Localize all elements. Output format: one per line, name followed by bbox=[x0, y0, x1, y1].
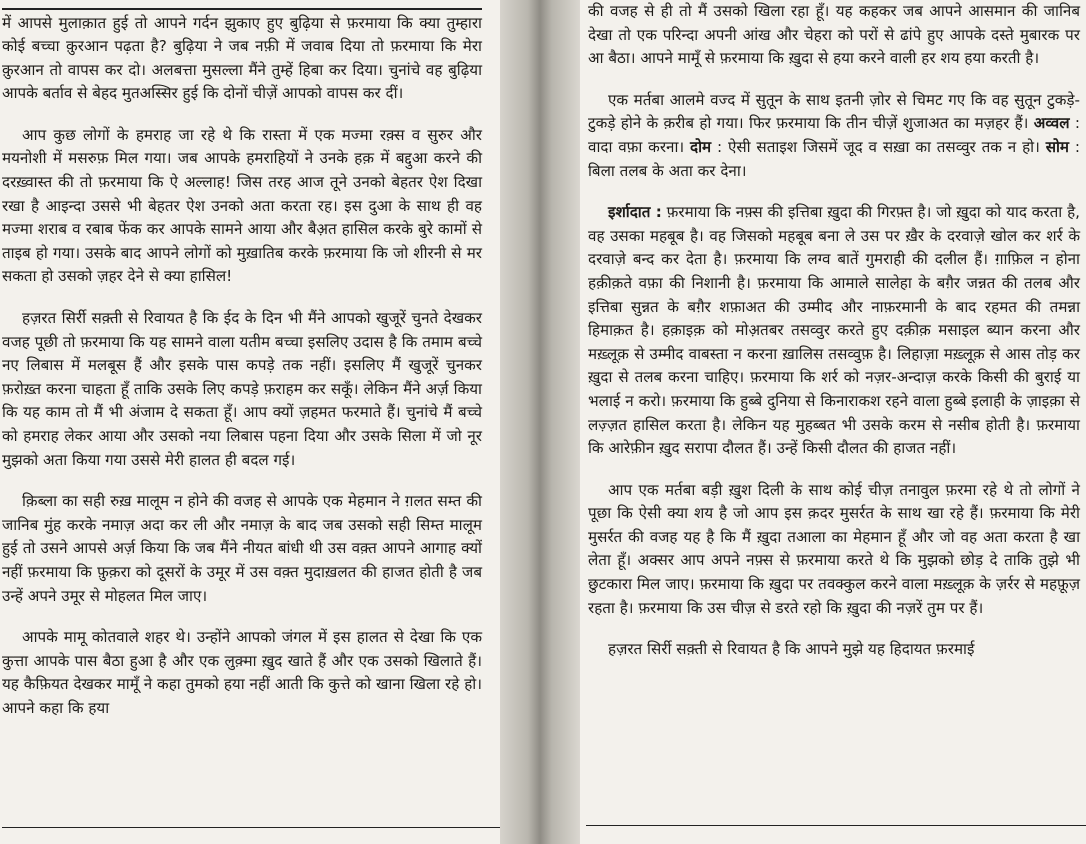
bottom-rule bbox=[2, 827, 500, 829]
book-gutter bbox=[500, 0, 580, 844]
paragraph: हज़रत सिर्री सक़्ती से रिवायत है कि आपने मुझे यह हिदायत फ़रमाई bbox=[608, 640, 975, 659]
paragraph: हज़रत सिर्री सक़्ती से रिवायत है कि ईद के दिन भी मैंने आपको खुजूरें चुनते देखकर वजह पूछी तो फ़रमाया कि यह सामने वाला यतीम बच्चा इसलिए उदास है कि तमाम बच्चे नए लिबास में मलबूस हैं और इसके पास कपड़े तक नहीं। इसलिए मैं खुजूरें चुनकर फ़रोख़्त करना चाहता हूँ ताकि उसके लिए कपड़े फ़राहम कर सकूँ। लेकिन मैंने अर्ज़ किया कि यह काम तो मैं भी अंजाम दे सकता हूँ। आप क्यों ज़हमत फरमाते हैं। चुनांचे मैं बच्चे को हमराह लेकर आया और उसको नया लिबास पहना दिया और उसके सिला में जो नूर मुझको अता किया गया उससे मेरी हालत ही बदल गई। bbox=[2, 309, 482, 469]
left-page bbox=[0, 0, 500, 844]
bold-term: अव्वल bbox=[1033, 114, 1070, 133]
paragraph: आप कुछ लोगों के हमराह जा रहे थे कि रास्ता में एक मज्मा रक़्स व सुरुर और मयनोशी में मसरुफ़ मिल गया। जब आपके हमराहियों ने उनके हक़ में बद्दुआ करने की दरख़्वास्त की तो फ़रमाया कि ऐ अल्लाह! जिस तरह आज तूने उनको बेहतर ऐश दिखा रखा है आइन्दा उससे भी बेहतर ऐश उनको अता करता रह। इस दुआ के साथ ही वह मज्मा शराब व रबाब फेंक कर आपके सामने आया और बैअ़त हासिल करके बुरे कामों से ताइब हो गया। उसके बाद आपने लोगों को मुख़ातिब करके फ़रमाया कि जो शीरनी से मर सकता हो उसको ज़हर देने से क्या हासिल! bbox=[2, 125, 482, 286]
top-rule bbox=[2, 8, 482, 10]
section-heading: इर्शादात : bbox=[608, 203, 662, 222]
bold-term: सोम bbox=[1045, 137, 1070, 156]
paragraph: आप एक मर्तबा बड़ी ख़ुश दिली के साथ कोई चीज़ तनावुल फ़रमा रहे थे तो लोगों ने पूछा कि ऐसी क्या शय है जो आप इस क़दर मुसर्रत के साथ खा रहे हैं। फ़रमाया कि मेरी मुसर्रत की वजह यह है कि मैं ख़ुदा तआला का मेहमान हूँ और जो वह अता करता है खा लेता हूँ। अक्सर आप अपने नफ़्स से फ़रमाया करते थे कि मुझको छोड़ दे ताकि तुझे भी छुटकारा मिल जाए। फ़रमाया कि ख़ुदा पर तवक्कुल करने वाला मख़्लूक़ के ज़र्रर से महफ़ूज़ रहता है। फ़रमाया कि उस चीज़ से डरते रहो कि ख़ुदा की नज़रें तुम पर हैं। bbox=[588, 480, 1080, 617]
paragraph: इर्शादात : फ़रमाया कि नफ़्स की इत्तिबा ख़ुदा की गिरफ़्त है। जो ख़ुदा को याद करता है, वह उसका महबूब है। वह जिसको महबूब बना ले उस पर ख़ैर के दरवाज़े खोल कर शर्र के दरवाज़े बन्द कर देता है। फ़रमाया कि लग्व बातें गुमराही की दलील हैं। ग़ाफ़िल न होना हक़ीक़ते वफ़ा की निशानी है। फ़रमाया कि आमाले सालेहा के बग़ैर जन्नत की तलब और इत्तिबा सुन्नत के बग़ैर शफ़ाअत की उम्मीद और नाफ़रमानी के बाद रहमत की तमन्ना हिमाक़त है। हक़ाइक़ को मोअ़तबर तसव्वुर करते हुए दक़ीक़ मसाइल ब्यान करना और मख़्लूक़ से उम्मीद वाबस्ता न करना ख़ालिस तसव्वुफ़ है। लिहाज़ा मख़्लूक़ से आस तोड़ कर ख़ुदा से तलब करना चाहिए। फ़रमाया कि शर्र को नज़र-अन्दाज़ करके किसी की बुराई या भलाई न करो। फ़रमाया कि हुब्बे दुनिया से किनाराकश रहने वाला हुब्बे इलाही के ज़ाइक़ा से लज़्ज़त हासिल करता है। लेकिन यह मुहब्बत भी उसके करम से नसीब होती है। फ़रमाया कि आरेफ़ीन ख़ुद सरापा दौलत हैं। उन्हें किसी दौलत की हाजत नहीं। bbox=[588, 203, 1081, 458]
bottom-rule bbox=[586, 825, 1086, 827]
bold-term: दोम bbox=[690, 137, 712, 156]
paragraph: क़िब्ला का सही रुख़ मालूम न होने की वजह से आपके एक मेहमान ने ग़लत सम्त की जानिब मुंह करके नमाज़ अदा कर ली और नमाज़ के बाद जब उसको सही सिम्त मालूम हुई तो उसने आपसे अर्ज़ किया कि जब मैंने नीयत बांधी थी उस वक़्त आपने आगाह क्यों नहीं फ़रमाया कि फ़ुक़रा को दूसरों के उमूर में उस वक़्त मुदाख़लत की हाजत होती है जब उन्हें अपने उमूर से मोहलत मिल जाए। bbox=[2, 492, 482, 605]
paragraph: एक मर्तबा आलमे वज्द में सुतून के साथ इतनी ज़ोर से चिमट गए कि वह सुतून टुकड़े-टुकड़े होने के क़रीब हो गया। फिर फ़रमाया कि तीन चीज़ें शुजाअत का मज़हर हैं। अव्वल : वादा वफ़ा करना। दोम : ऐसी सताइश जिसमें जूद व सख़ा का तसव्वुर तक न हो। सोम : बिला तलब के अता कर देना। bbox=[588, 90, 1081, 180]
paragraph: की वजह से ही तो मैं उसको खिला रहा हूँ। यह कहकर जब आपने आसमान की जानिब देखा तो एक परिन्दा अपनी आंख और चेहरा को परों से ढांपे हुए आपके दस्ते मुबारक पर आ बैठा। आपने मामूँ से फ़रमाया कि ख़ुदा से हया करने वाली हर शय हया करती है। bbox=[588, 2, 1080, 68]
right-page bbox=[580, 0, 1086, 844]
paragraph: में आपसे मुलाक़ात हुई तो आपने गर्दन झुकाए हुए बुढ़िया से फ़रमाया कि क्या तुम्हारा कोई बच्चा क़ुरआन पढ़ता है? बुढ़िया ने जब नफ़ी में जवाब दिया तो फ़रमाया कि मेरा क़ुरआन तो वापस कर दो। अलबत्ता मुसल्ला मैंने तुम्हें हिबा कर दिया। चुनांचे वह बुढ़िया आपके बर्ताव से बेहद मुतअस्सिर हुई कि दोनों चीज़ें आपको वापस कर दीं। bbox=[2, 13, 482, 103]
paragraph: आपके मामू कोतवाले शहर थे। उन्होंने आपको जंगल में इस हालत से देखा कि एक कुत्ता आपके पास बैठा हुआ है और एक लुक़्मा ख़ुद खाते हैं और एक उसको खिलाते हैं। यह कैफ़ियत देखकर मामूँ ने कहा तुमको हया नहीं आती कि कुत्ते को खाना खिला रहे हो। आपने कहा कि हया bbox=[2, 628, 482, 717]
